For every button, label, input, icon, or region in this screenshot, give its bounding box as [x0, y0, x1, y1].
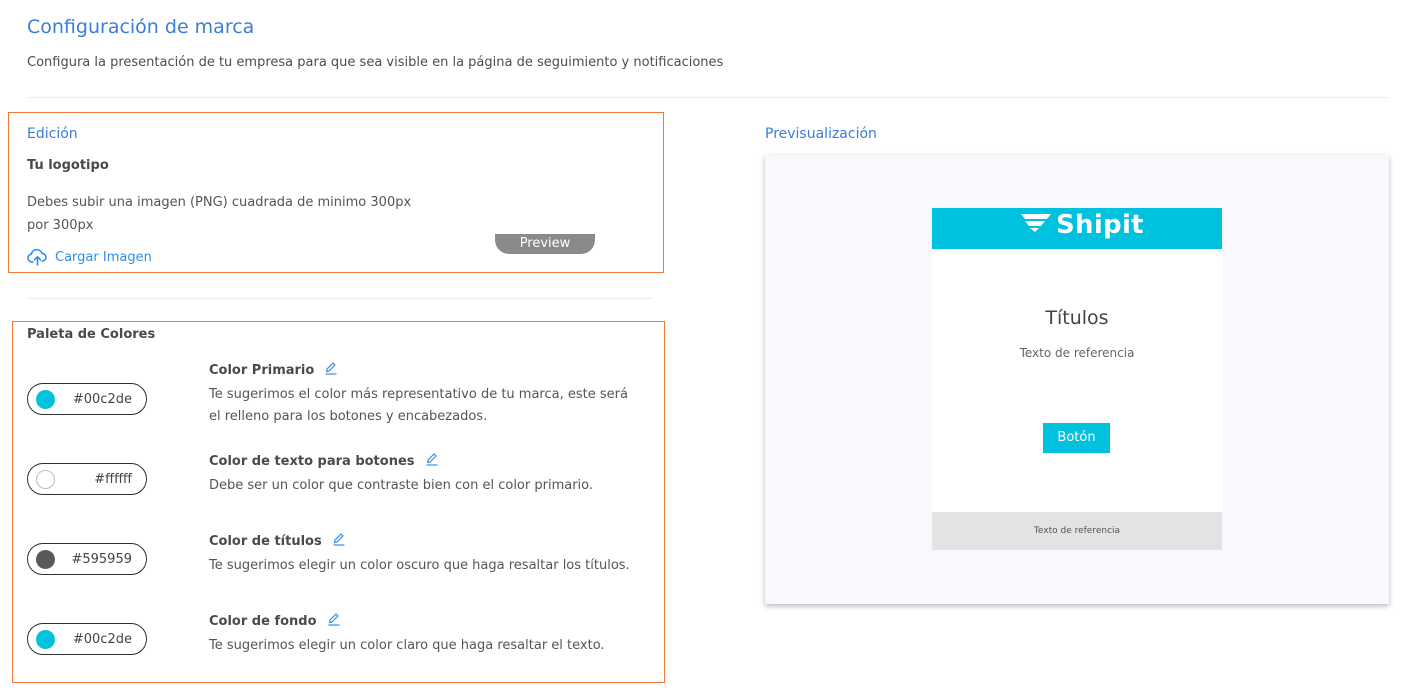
logo-label: Tu logotipo	[27, 158, 109, 173]
color-background-picker[interactable]	[27, 623, 147, 655]
color-name: Color de texto para botones	[209, 454, 415, 469]
preview-button[interactable]: Preview	[495, 234, 595, 254]
shipit-logo-text: Shipit	[1056, 210, 1144, 240]
upload-image-label: Cargar Imagen	[55, 250, 152, 265]
preview-reference-text: Texto de referencia	[1019, 346, 1135, 360]
color-value: #ffffff	[94, 471, 132, 487]
preview-footer: Texto de referencia	[932, 512, 1222, 550]
page-title: Configuración de marca	[27, 16, 255, 38]
color-background-info	[209, 612, 639, 657]
pencil-icon[interactable]	[425, 452, 439, 472]
color-primary-picker[interactable]	[27, 383, 147, 415]
color-description: Debe ser un color que contraste bien con el color primario.	[209, 478, 594, 493]
color-name: Color de fondo	[209, 614, 317, 629]
color-value: #00c2de	[72, 391, 132, 407]
color-button-text-info	[209, 452, 639, 497]
color-swatch	[36, 630, 55, 649]
preview-button-sample[interactable]: Botón	[1043, 423, 1110, 453]
color-swatch	[36, 470, 55, 489]
pencil-icon[interactable]	[324, 361, 338, 381]
logo-description: Debes subir una imagen (PNG) cuadrada de minimo 300px por 300px	[27, 195, 412, 233]
color-titles-info	[209, 532, 639, 577]
color-name: Color de títulos	[209, 534, 322, 549]
color-button-text-picker[interactable]	[27, 463, 147, 495]
color-description: Te sugerimos elegir un color oscuro que haga resaltar los títulos.	[209, 558, 630, 573]
color-value: #595959	[71, 551, 132, 567]
shipit-wing-icon	[1020, 210, 1052, 240]
color-name: Color Primario	[209, 363, 315, 378]
preview-card	[932, 208, 1222, 550]
color-description: Te sugerimos elegir un color claro que haga resaltar el texto.	[209, 638, 605, 653]
color-titles-picker[interactable]	[27, 543, 147, 575]
preview-title: Previsualización	[765, 126, 877, 142]
upload-image-link[interactable]	[27, 249, 152, 266]
cloud-upload-icon	[27, 249, 48, 266]
preview-heading: Títulos	[1045, 307, 1109, 329]
color-swatch	[36, 390, 55, 409]
header-divider	[27, 97, 1389, 98]
edition-title: Edición	[27, 126, 78, 142]
color-value: #00c2de	[72, 631, 132, 647]
color-description: Te sugerimos el color más representativo de tu marca, este será el relleno para los botones y encabezados.	[209, 387, 628, 424]
page-subtitle: Configura la presentación de tu empresa para que sea visible en la página de seguimiento y notificaciones	[27, 55, 724, 70]
color-primary-info	[209, 361, 639, 428]
pencil-icon[interactable]	[327, 612, 341, 632]
pencil-icon[interactable]	[332, 532, 346, 552]
shipit-logo	[1020, 210, 1144, 240]
section-divider	[27, 298, 652, 299]
color-swatch	[36, 550, 55, 569]
palette-title: Paleta de Colores	[27, 327, 156, 342]
